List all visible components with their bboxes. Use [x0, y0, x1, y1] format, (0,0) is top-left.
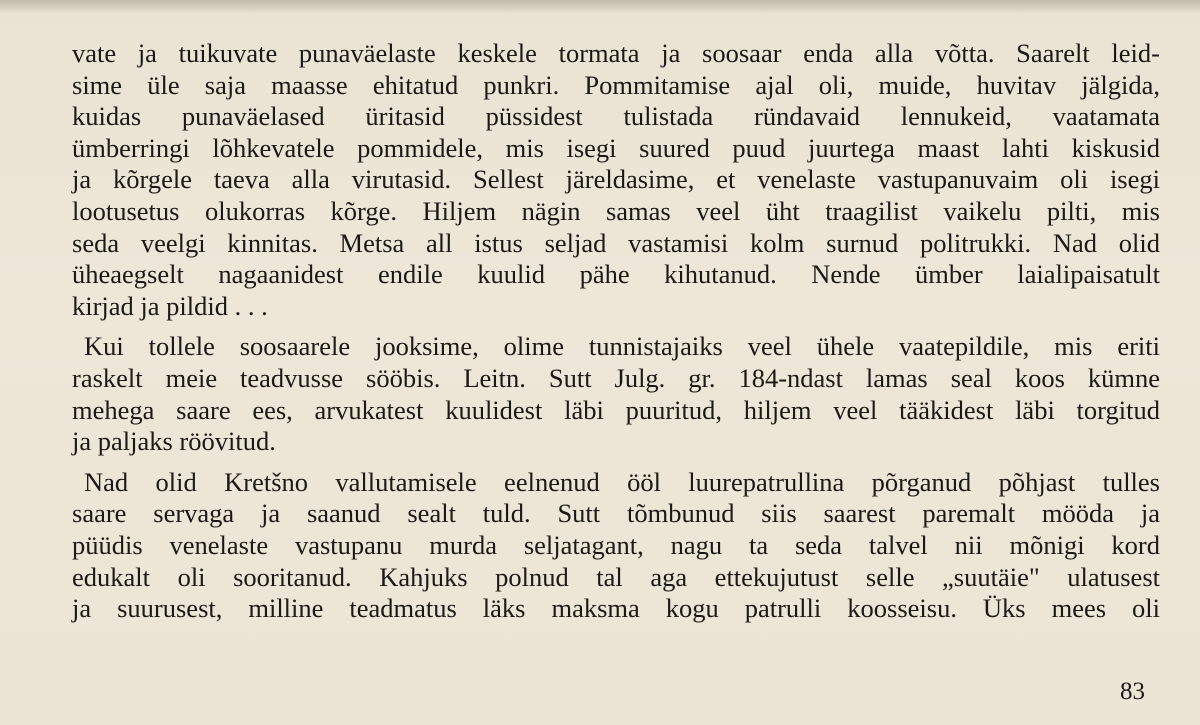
- text-line: Nad olid Kretšno vallutamisele eelnenud ööl luurepatrullina põrganud põhjast tulles: [84, 466, 1160, 497]
- text-line: seda veelgi kinnitas. Metsa all istus seljad vastamisi kolm surnud politrukki. Nad olid: [72, 227, 1160, 258]
- text-line: edukalt oli sooritanud. Kahjuks polnud tal aga ettekujutust selle „suutäie" ulatusest: [72, 561, 1160, 592]
- paragraph-gap: [72, 458, 1160, 467]
- text-line: Kui tollele soosaarele jooksime, olime tunnistajaiks veel ühele vaatepildile, mis eriti: [84, 331, 1160, 362]
- text-line: kuidas punaväelased üritasid püssidest tulistada ründavaid lennukeid, vaatamata: [72, 101, 1160, 132]
- body-text: [72, 38, 1160, 625]
- text-line: mehega saare ees, arvukatest kuulidest läbi puuritud, hiljem veel tääkidest läbi torgitud: [72, 394, 1160, 425]
- text-line: ja kõrgele taeva alla virutasid. Sellest järeldasime, et venelaste vastupanuvaim oli isegi: [72, 164, 1160, 195]
- text-line: raskelt meie teadvusse sööbis. Leitn. Sutt Julg. gr. 184-ndast lamas seal koos kümne: [72, 362, 1160, 393]
- paragraph-gap: [72, 322, 1160, 331]
- text-line: sime üle saja maasse ehitatud punkri. Pommitamise ajal oli, muide, huvitav jälgida,: [72, 69, 1160, 100]
- text-line: saare servaga ja saanud sealt tuld. Sutt tõmbunud siis saarest paremalt mööda ja: [72, 498, 1160, 529]
- text-line: kirjad ja pildid . . .: [72, 290, 268, 321]
- text-line: ja suurusest, milline teadmatus läks maksma kogu patrulli koosseisu. Üks mees oli: [72, 593, 1160, 624]
- text-line: ümberringi lõhkevatele pommidele, mis isegi suured puud juurtega maast lahti kiskusid: [72, 132, 1160, 163]
- page-number: 83: [1120, 678, 1145, 705]
- text-line: üheaegselt nagaanidest endile kuulid pähe kihutanud. Nende ümber laialipaisatult: [72, 259, 1160, 290]
- text-line: püüdis venelaste vastupanu murda seljatagant, nagu ta seda talvel nii mõnigi kord: [72, 529, 1160, 560]
- text-line: lootusetus olukorras kõrge. Hiljem nägin samas veel üht traagilist vaikelu pilti, mis: [72, 195, 1160, 226]
- text-line: ja paljaks röövitud.: [72, 426, 276, 457]
- text-line: vate ja tuikuvate punaväelaste keskele tormata ja soosaar enda alla võtta. Saarelt leid-: [72, 38, 1160, 68]
- previous-line-bleed: [0, 0, 1200, 14]
